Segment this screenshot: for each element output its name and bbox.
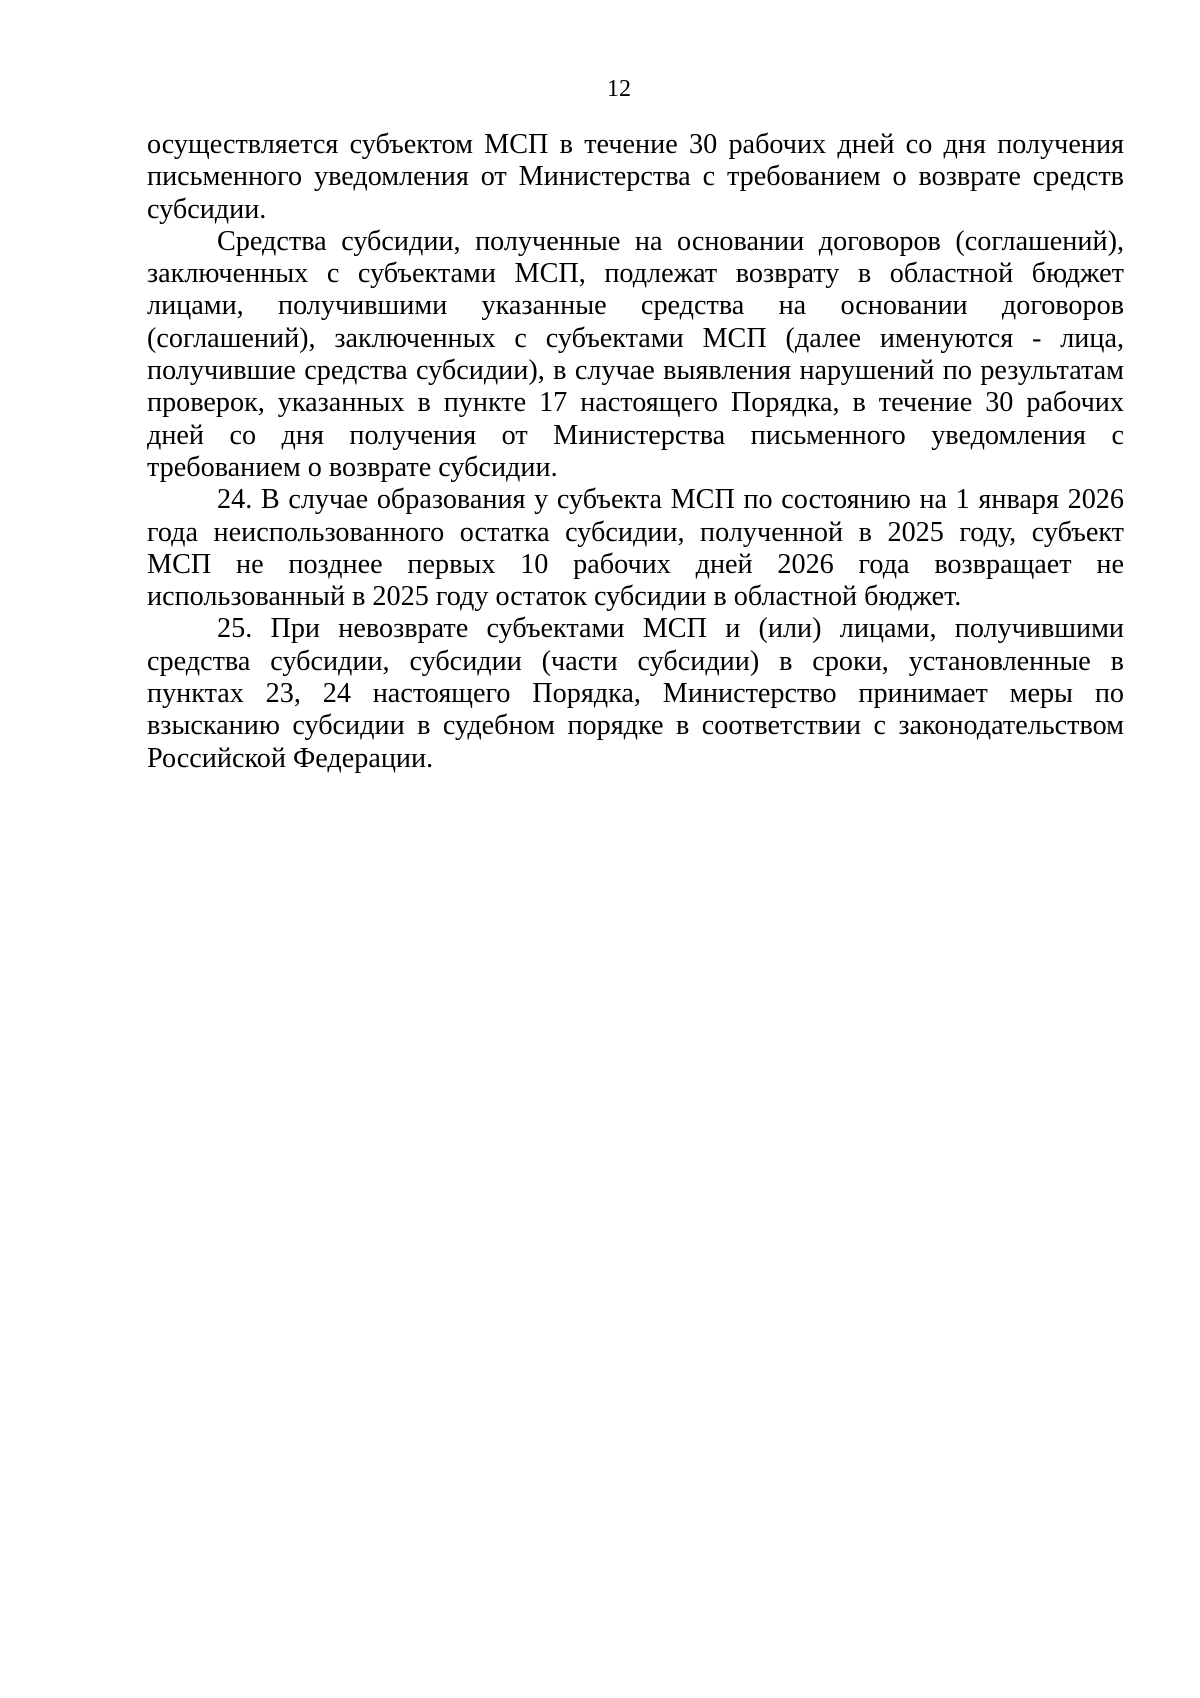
paragraph-continuation: осуществляется субъектом МСП в течение 30 рабочих дней со дня получения письменного уведомления от Министерства с требованием о возврате средств субсидии. [147, 129, 1124, 225]
paragraph-subsidy-return: Средства субсидии, полученные на основании договоров (соглашений), заключенных с субъектами МСП, подлежат возврату в областной бюджет лицами, получившими указанные средства на основании договоров (соглашений), заключенных с субъектами МСП (далее именуются - лица, получившие средства субсидии), в случае выявления нарушений по результатам проверок, указанных в пункте 17 настоящего Порядка, в течение 30 рабочих дней со дня получения от Министерства письменного уведомления с требованием о возврате субсидии. [147, 225, 1124, 483]
page-number: 12 [607, 76, 631, 102]
paragraph-item-25: 25. При невозврате субъектами МСП и (или) лицами, получившими средства субсидии, субсидии (части субсидии) в сроки, установленные в пунктах 23, 24 настоящего Порядка, Министерство принимает меры по взысканию субсидии в судебном порядке в соответствии с законодательством Российской Федерации. [147, 613, 1124, 774]
document-body [147, 129, 1124, 775]
paragraph-item-24: 24. В случае образования у субъекта МСП по состоянию на 1 января 2026 года неиспользованного остатка субсидии, полученной в 2025 году, субъект МСП не позднее первых 10 рабочих дней 2026 года возвращает не использованный в 2025 году остаток субсидии в областной бюджет. [147, 484, 1124, 613]
